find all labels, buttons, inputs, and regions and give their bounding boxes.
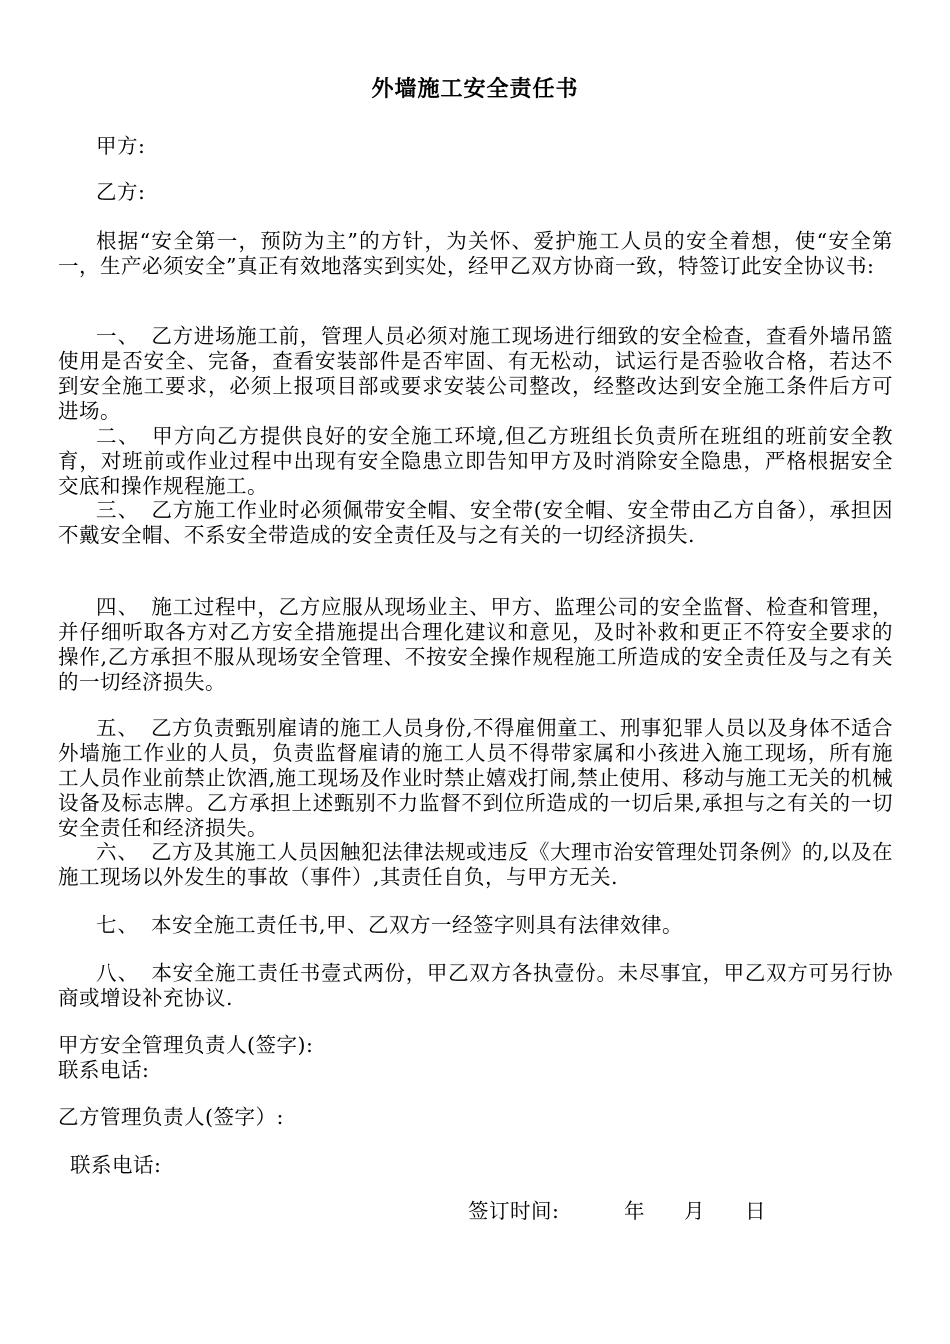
clause-number: 一、 xyxy=(96,324,140,348)
clause-4 xyxy=(58,595,893,695)
clause-number: 三、 xyxy=(96,498,140,522)
date-day-label: 日 xyxy=(745,1199,766,1223)
clause-number: 四、 xyxy=(96,595,140,619)
clause-number: 八、 xyxy=(96,961,140,985)
clause-number: 五、 xyxy=(96,716,139,740)
clause-number: 七、 xyxy=(96,913,139,937)
clause-number: 六、 xyxy=(96,840,139,864)
clause-1 xyxy=(58,324,893,424)
clause-3 xyxy=(58,498,893,548)
intro-paragraph: 根据“安全第一，预防为主”的方针，为关怀、爱护施工人员的安全着想，使“安全第一，生产必须安全”真正有效地落实到实处，经甲乙双方协商一致，特签订此安全协议书: xyxy=(58,229,893,278)
clause-8 xyxy=(58,961,893,1011)
clause-text: 乙方施工作业时必须佩带安全帽、安全带(安全帽、安全带由乙方自备），承担因不戴安全帽、不系安全带造成的安全责任及与之有关的一切经济损失. xyxy=(58,498,894,547)
clause-text: 本安全施工责任书,甲、乙双方一经签字则具有法律效律。 xyxy=(151,913,684,937)
clause-text: 乙方负责甄别雇请的施工人员身份,不得雇佣童工、刑事犯罪人员以及身体不适合外墙施工作业的人员，负责监督雇请的施工人员不得带家属和小孩进入施工现场，所有施工人员作业前禁止饮酒,施工现场及作业时禁止嬉戏打闹,禁止使用、移动与施工无关的机械设备及标志牌。乙方承担上述甄别不力监督不到位所造成的一切后果,承担与之有关的一切安全责任和经济损失。 xyxy=(58,716,894,840)
clause-number: 二、 xyxy=(96,424,141,448)
clause-5 xyxy=(58,716,893,841)
party-a-signature-label: 甲方安全管理负责人(签字): xyxy=(58,1033,314,1057)
document-title: 外墙施工安全责任书 xyxy=(371,77,579,102)
clause-6 xyxy=(58,840,893,890)
clause-text: 甲方向乙方提供良好的安全施工环境,但乙方班组长负责所在班组的班前安全教育，对班前或作业过程中出现有安全隐患立即告知甲方及时消除安全隐患，严格根据安全交底和操作规程施工。 xyxy=(58,424,894,498)
signing-date-label: 签订时间: xyxy=(468,1199,560,1223)
party-a-phone-label: 联系电话: xyxy=(58,1058,150,1082)
clause-text: 施工过程中，乙方应服从现场业主、甲方、监理公司的安全监督、检查和管理，并仔细听取各方对乙方安全措施提出合理化建议和意见，及时补救和更正不符安全要求的操作,乙方承担不服从现场安全管理、不按安全操作规程施工所造成的安全责任及与之有关的一切经济损失。 xyxy=(58,595,893,694)
clause-text: 乙方及其施工人员因触犯法律法规或违反《大理市治安管理处罚条例》的,以及在施工现场以外发生的事故（事件）,其责任自负，与甲方无关. xyxy=(58,840,894,889)
date-month-label: 月 xyxy=(684,1199,705,1223)
date-year-label: 年 xyxy=(624,1199,645,1223)
party-b-phone-label: 联系电话: xyxy=(70,1153,162,1177)
party-b-label: 乙方: xyxy=(96,180,146,204)
clause-7 xyxy=(58,913,893,938)
clause-text: 本安全施工责任书壹式两份，甲乙双方各执壹份。未尽事宜，甲乙双方可另行协商或增设补充协议. xyxy=(58,961,893,1010)
clause-text: 乙方进场施工前，管理人员必须对施工现场进行细致的安全检查，查看外墙吊篮使用是否安全、完备，查看安装部件是否牢固、有无松动，试运行是否验收合格，若达不到安全施工要求，必须上报项目部或要求安装公司整改，经整改达到安全施工条件后方可进场。 xyxy=(58,324,893,423)
party-a-label: 甲方: xyxy=(96,134,146,158)
party-b-signature-label: 乙方管理负责人(签字）: xyxy=(58,1105,284,1129)
clause-2 xyxy=(58,424,893,499)
